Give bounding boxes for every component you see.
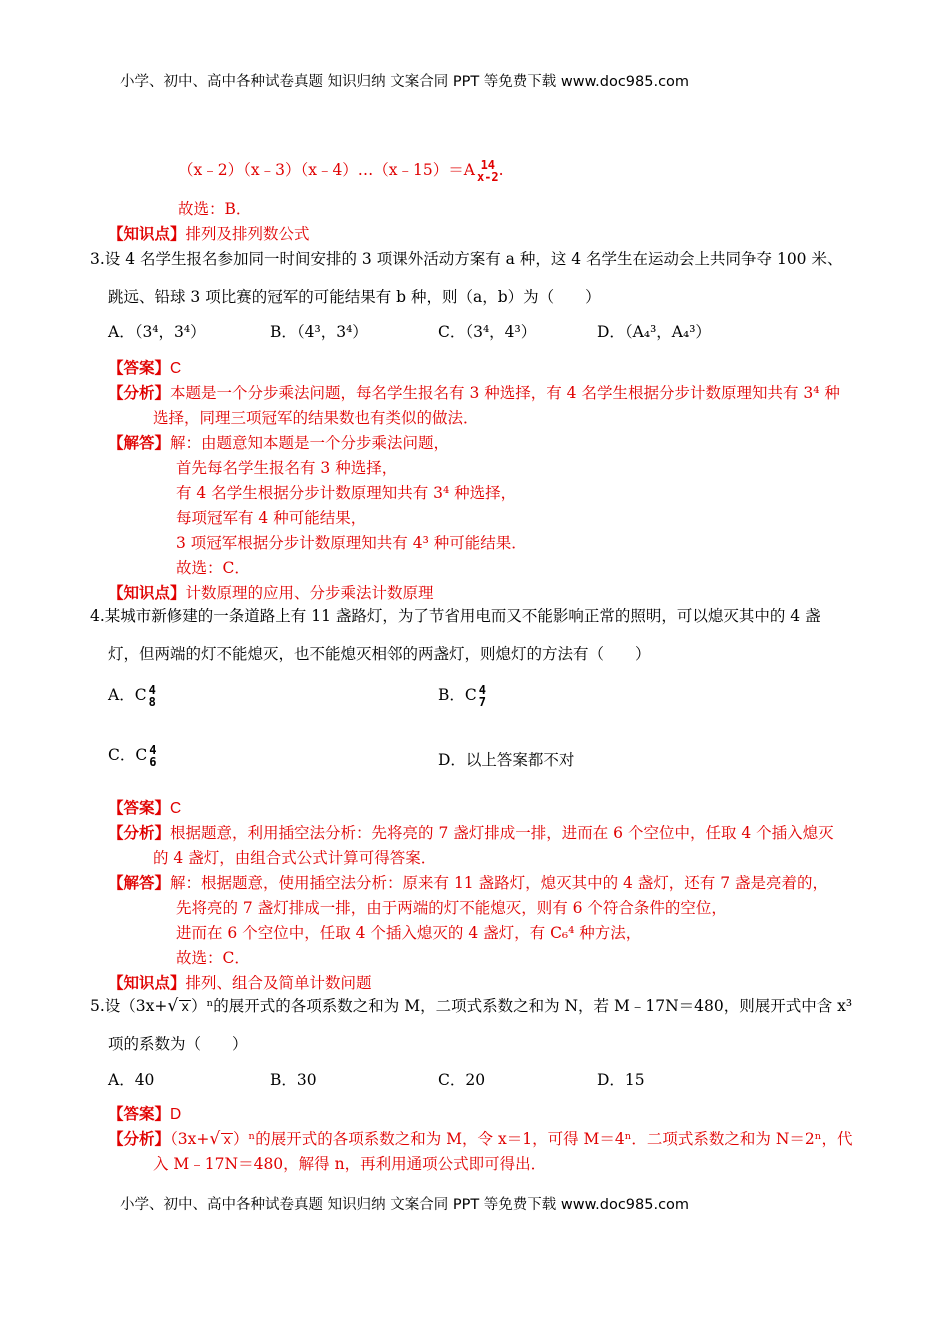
q3-solution-line6: 故选：C．	[176, 559, 250, 577]
q5-stem-line1: 5.设（3x+√ x ）ⁿ的展开式的各项系数之和为 M，二项式系数之和为 N，若 M﹣17N＝480，则展开式中含 x³	[90, 996, 853, 1016]
q4-answer: 【答案】C	[108, 798, 182, 817]
q4-solution-line3: 进而在 6 个空位中，任取 4 个插入熄灭的 4 盏灯，有 C₆⁴ 种方法，	[176, 924, 642, 942]
prev-formula-text: （x﹣2）（x﹣3）（x﹣4）…（x﹣15）＝A	[178, 161, 475, 179]
q3-solution-line5: 3 项冠军根据分步计数原理知共有 4³ 种可能结果．	[176, 534, 527, 552]
sqrt-icon: √	[167, 996, 179, 1016]
sqrt-icon: √	[209, 1129, 221, 1149]
q4-solution-line4: 故选：C．	[176, 949, 250, 967]
page-header: 小学、初中、高中各种试卷真题 知识归纳 文案合同 PPT 等免费下载 www.doc985.com	[120, 74, 690, 90]
q3-solution-line1: 【解答】解：由题意知本题是一个分步乘法问题，	[108, 433, 450, 452]
q3-option-d: D．（A₄³，A₄³）	[597, 323, 711, 341]
q3-analysis-line1: 【分析】本题是一个分步乘法问题，每名学生报名有 3 种选择，有 4 名学生根据分步计数原理知共有 3⁴ 种	[108, 383, 840, 402]
q3-solution-line4: 每项冠军有 4 种可能结果，	[176, 509, 367, 527]
q5-answer: 【答案】D	[108, 1104, 182, 1123]
q3-option-a: A．（3⁴，3⁴）	[108, 323, 206, 341]
q5-option-b: B．30	[270, 1071, 317, 1089]
q3-option-b: B．（4³，3⁴）	[270, 323, 368, 341]
q4-option-d: D．以上答案都不对	[438, 751, 575, 769]
q5-option-a: A．40	[108, 1071, 155, 1089]
q4-option-c: C．C 4 6	[108, 743, 157, 769]
q3-option-c: C．（3⁴，4³）	[438, 323, 537, 341]
q3-stem-line1: 3.设 4 名学生报名参加同一时间安排的 3 项课外活动方案有 a 种，这 4 名学生在运动会上共同争夺 100 米、	[90, 250, 843, 268]
q4-stem-line1: 4.某城市新修建的一条道路上有 11 盏路灯，为了节省用电而又不能影响正常的照明，可以熄灭其中的 4 盏	[90, 607, 821, 625]
q5-analysis-line1: 【分析】（3x+√ x ）ⁿ的展开式的各项系数之和为 M，令 x＝1，可得 M＝4ⁿ．二项式系数之和为 N＝2ⁿ，代	[108, 1129, 853, 1149]
q4-solution-line1: 【解答】解：根据题意，使用插空法分析：原来有 11 盏路灯，熄灭其中的 4 盏灯，还有 7 盏是亮着的，	[108, 873, 829, 892]
q4-analysis-line1: 【分析】根据题意，利用插空法分析：先将亮的 7 盏灯排成一排，进而在 6 个空位中，任取 4 个插入熄灭	[108, 823, 834, 842]
q3-solution-line2: 首先每名学生报名有 3 种选择，	[176, 459, 398, 477]
prev-choose: 故选：B．	[178, 200, 252, 218]
q5-stem-line2: 项的系数为（ ）	[108, 1035, 248, 1053]
combination-symbol: 4 8	[148, 683, 156, 709]
q5-option-d: D．15	[597, 1071, 645, 1089]
prev-knowledge: 【知识点】排列及排列数公式	[108, 224, 310, 243]
q3-stem-line2: 跳远、铅球 3 项比赛的冠军的可能结果有 b 种，则（a，b）为（ ）	[108, 288, 601, 306]
q4-option-a: A．C 4 8	[108, 683, 156, 709]
q3-solution-line3: 有 4 名学生根据分步计数原理知共有 3⁴ 种选择，	[176, 484, 517, 502]
knowledge-tag: 【知识点】	[108, 224, 186, 243]
q4-analysis-line2: 的 4 盏灯，由组合式公式计算可得答案．	[153, 849, 437, 867]
combination-symbol: 4 6	[149, 743, 157, 769]
q3-analysis-line2: 选择，同理三项冠军的结果数也有类似的做法．	[153, 409, 479, 427]
page-footer: 小学、初中、高中各种试卷真题 知识归纳 文案合同 PPT 等免费下载 www.doc985.com	[120, 1197, 690, 1213]
q5-option-c: C．20	[438, 1071, 486, 1089]
q3-knowledge: 【知识点】计数原理的应用、分步乘法计数原理	[108, 583, 434, 602]
q4-knowledge: 【知识点】排列、组合及简单计数问题	[108, 973, 372, 992]
q5-analysis-line2: 入 M﹣17N＝480，解得 n，再利用通项公式即可得出．	[153, 1155, 547, 1173]
perm-symbol: 14 x-2	[476, 158, 499, 184]
combination-symbol: 4 7	[478, 683, 486, 709]
q4-solution-line2: 先将亮的 7 盏灯排成一排，由于两端的灯不能熄灭，则有 6 个符合条件的空位，	[176, 899, 727, 917]
q4-stem-line2: 灯，但两端的灯不能熄灭，也不能熄灭相邻的两盏灯，则熄灯的方法有（ ）	[108, 645, 651, 663]
prev-formula: （x﹣2）（x﹣3）（x﹣4）…（x﹣15）＝A 14 x-2 .	[178, 158, 504, 184]
q4-option-b: B．C 4 7	[438, 683, 486, 709]
q3-answer: 【答案】C	[108, 358, 182, 377]
